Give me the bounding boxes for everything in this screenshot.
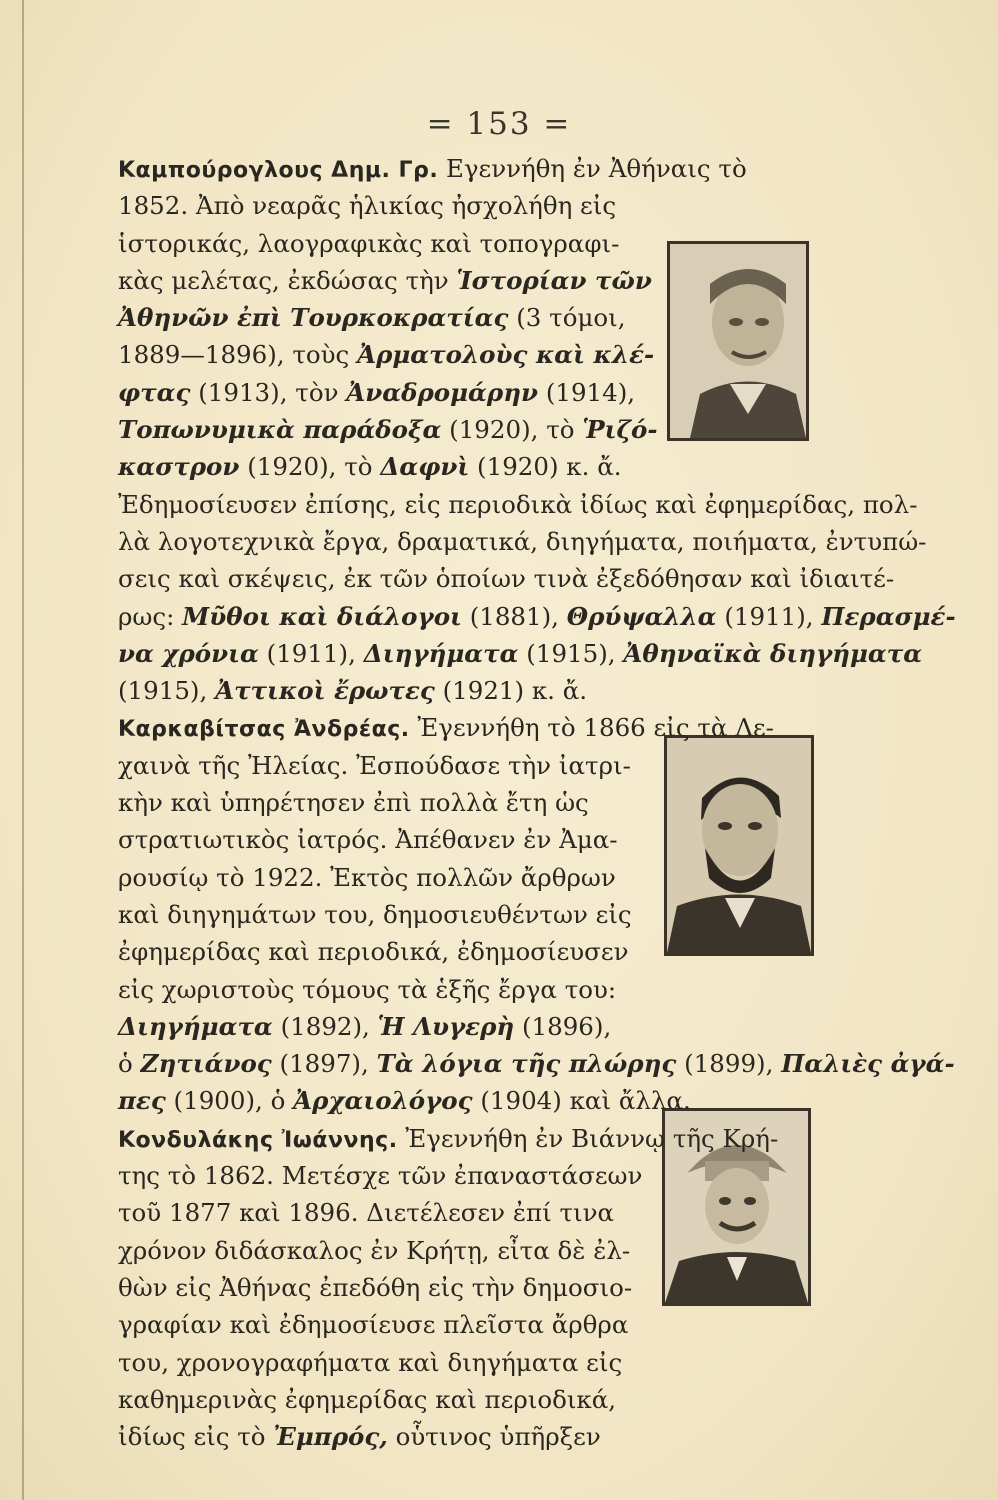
work-title: καστρον bbox=[118, 452, 240, 482]
work-title: Μῦθοι καὶ διάλογοι bbox=[182, 601, 462, 631]
text-line: πες (1900), ὁ Ἀρχαιολόγος (1904) καὶ ἄλλα. bbox=[118, 1086, 691, 1116]
work-title: Τοπωνυμικὰ παράδοξα bbox=[118, 415, 442, 445]
work-title: Ῥιζό- bbox=[582, 415, 658, 445]
entry-name: Καμπούρογλους Δημ. Γρ. bbox=[118, 158, 439, 183]
text-line: Διηγήματα (1892), Ἡ Λυγερὴ (1896), bbox=[118, 1011, 612, 1041]
work-title: Δαφνὶ bbox=[380, 452, 470, 482]
text-line: λὰ λογοτεχνικὰ ἔργα, δραματικά, διηγήματα, ποιήματα, ἐντυπώ- bbox=[118, 526, 927, 556]
text-line: ὁ Ζητιάνος (1897), Τὰ λόγια τῆς πλώρης (1899), Παλιὲς ἀγά- bbox=[118, 1049, 955, 1079]
page-number: = 153 = bbox=[426, 106, 572, 142]
work-title: Παλιὲς ἀγά- bbox=[781, 1049, 955, 1079]
text-line: 1852. Ἀπὸ νεαρᾶς ἡλικίας ἠσχολήθη εἰς bbox=[118, 191, 617, 221]
text-line: κὰς μελέτας, ἐκδώσας τὴν Ἱστορίαν τῶν bbox=[118, 265, 652, 295]
text-line: κὴν καὶ ὑπηρέτησεν ἐπὶ πολλὰ ἔτη ὡς bbox=[118, 788, 589, 818]
text-line: γραφίαν καὶ ἐδημοσίευσε πλεῖστα ἄρθρα bbox=[118, 1310, 629, 1340]
work-title: Ἐμπρός, bbox=[273, 1422, 388, 1452]
text-line: να χρόνια (1911), Διηγήματα (1915), Ἀθηναϊκὰ διηγήματα bbox=[118, 638, 923, 668]
text-line: του, χρονογραφήματα καὶ διηγήματα εἰς bbox=[118, 1347, 623, 1377]
body-text bbox=[118, 150, 956, 1455]
text-line: θὼν εἰς Ἀθήνας ἐπεδόθη εἰς τὴν δημοσιο- bbox=[118, 1272, 633, 1302]
text-line: 1889—1896), τοὺς Ἀρματολοὺς καὶ κλέ- bbox=[118, 340, 655, 370]
text-line: ἱστορικάς, λαογραφικὰς καὶ τοπογραφι- bbox=[118, 228, 620, 258]
text-line: Ἀθηνῶν ἐπὶ Τουρκοκρατίας (3 τόμοι, bbox=[118, 303, 626, 333]
work-title: Ἡ Λυγερὴ bbox=[377, 1011, 515, 1041]
text-line: χαινὰ τῆς Ἠλείας. Ἐσπούδασε τὴν ἰατρι- bbox=[118, 750, 631, 780]
text-line: καὶ διηγημάτων του, δημοσιευθέντων εἰς bbox=[118, 899, 632, 929]
work-title: φτας bbox=[118, 377, 191, 407]
text-line: της τὸ 1862. Μετέσχε τῶν ἐπαναστάσεων bbox=[118, 1161, 643, 1191]
text-line: καθημερινὰς ἐφημερίδας καὶ περιοδικά, bbox=[118, 1384, 617, 1414]
work-title: Ἀθηναϊκὰ διηγήματα bbox=[623, 638, 923, 668]
work-title: Περασμέ- bbox=[821, 601, 956, 631]
text-line: χρόνον διδάσκαλος ἐν Κρήτῃ, εἶτα δὲ ἐλ- bbox=[118, 1235, 631, 1265]
work-title: Ἀθηνῶν ἐπὶ Τουρκοκρατίας bbox=[118, 303, 509, 333]
text-line: ρουσίῳ τὸ 1922. Ἐκτὸς πολλῶν ἄρθρων bbox=[118, 862, 616, 892]
text-line: Τοπωνυμικὰ παράδοξα (1920), τὸ Ῥιζό- bbox=[118, 415, 658, 445]
work-title: Τὰ λόγια τῆς πλώρης bbox=[376, 1049, 677, 1079]
work-title: Ἀρχαιολόγος bbox=[293, 1086, 473, 1116]
work-title: Ἀρματολοὺς καὶ κλέ- bbox=[357, 340, 655, 370]
entry-karkavitsas-line-1: Καρκαβίτσας Ἀνδρέας. Ἐγεννήθη τὸ 1866 εἰς τὰ Λε- bbox=[118, 713, 774, 743]
text-line: εἰς χωριστοὺς τόμους τὰ ἑξῆς ἔργα του: bbox=[118, 974, 617, 1004]
text-line: ρως: Μῦθοι καὶ διάλογοι (1881), Θρύψαλλα (1911), Περασμέ- bbox=[118, 601, 956, 631]
text-line: ἰδίως εἰς τὸ Ἐμπρός, οὗτινος ὑπῆρξεν bbox=[118, 1422, 601, 1452]
entry-name: Καρκαβίτσας Ἀνδρέας. bbox=[118, 717, 410, 743]
work-title: να χρόνια bbox=[118, 638, 259, 668]
work-title: Διηγήματα bbox=[118, 1011, 273, 1041]
text-line: σεις καὶ σκέψεις, ἐκ τῶν ὁποίων τινὰ ἐξεδόθησαν καὶ ἰδιαιτέ- bbox=[118, 564, 895, 594]
work-title: Ἱστορίαν τῶν bbox=[456, 265, 652, 295]
text-line: (1915), Ἀττικοὶ ἔρωτες (1921) κ. ἄ. bbox=[118, 676, 588, 706]
entry-kampouroglou-line-1: Καμπούρογλους Δημ. Γρ. Εγεννήθη ἐν Ἀθήναις τὸ bbox=[118, 154, 747, 183]
text-line: ἐφημερίδας καὶ περιοδικά, ἐδημοσίευσεν bbox=[118, 937, 629, 967]
text-line: στρατιωτικὸς ἰατρός. Ἀπέθανεν ἐν Ἀμα- bbox=[118, 825, 618, 855]
text-line: τοῦ 1877 καὶ 1896. Διετέλεσεν ἐπί τινα bbox=[118, 1198, 615, 1228]
text-line: καστρον (1920), τὸ Δαφνὶ (1920) κ. ἄ. bbox=[118, 452, 622, 482]
entry-name: Κονδυλάκης Ἰωάννης. bbox=[118, 1127, 398, 1153]
work-title: Διηγήματα bbox=[363, 638, 519, 668]
text-line: φτας (1913), τὸν Ἀναδρομάρην (1914), bbox=[118, 377, 636, 407]
work-title: Θρύψαλλα bbox=[566, 601, 717, 631]
work-title: Ἀναδρομάρην bbox=[346, 377, 539, 407]
entry-kondylakis-line-1: Κονδυλάκης Ἰωάννης. Ἐγεννήθη ἐν Βιάννῳ τῆς Κρή- bbox=[118, 1123, 779, 1153]
work-title: Ζητιάνος bbox=[140, 1049, 272, 1079]
work-title: πες bbox=[118, 1086, 166, 1116]
work-title: Ἀττικοὶ ἔρωτες bbox=[215, 676, 435, 706]
binding-edge bbox=[22, 0, 24, 1500]
text-line: Ἐδημοσίευσεν ἐπίσης, εἰς περιοδικὰ ἰδίως καὶ ἐφημερίδας, πολ- bbox=[118, 489, 918, 519]
